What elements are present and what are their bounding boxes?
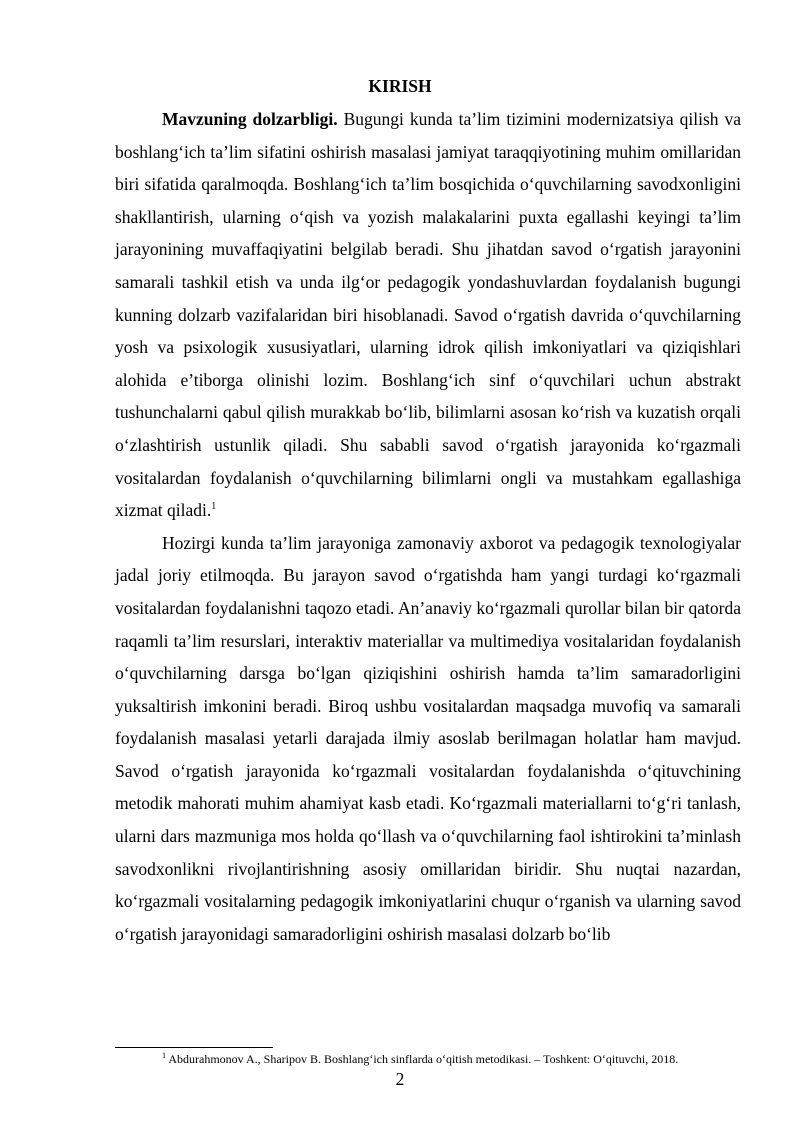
footnote-separator	[115, 1047, 273, 1048]
section-heading: KIRISH	[368, 76, 432, 96]
paragraph-relevance	[115, 103, 741, 527]
paragraph-lead: Mavzuning dolzarbligi.	[162, 109, 338, 129]
footnote-reference: 1	[211, 501, 217, 513]
paragraph-text: Hozirgi kunda ta’lim jarayoniga zamonaviy axborot va pedagogik texnologiyalar jadal joriy etilmoqda. Bu jarayon savod o‘rgatishda ham yangi turdagi ko‘rgazmali vositalardan foydalanishni taqozo etadi. An’anaviy ko‘rgazmali qurollar bilan bir qatorda raqamli ta’lim resurslari, interaktiv materiallar va multimediya vositalaridan foydalanish o‘quvchilarning darsga bo‘lgan qiziqishini oshirish hamda ta’lim samaradorligini yuksaltirish imkonini beradi. Biroq ushbu vositalardan maqsadga muvofiq va samarali foydalanish masalasi yetarli darajada ilmiy asoslab berilmagan holatlar ham mavjud. Savod o‘rgatish jarayonida ko‘rgazmali vositalardan foydalanishda o‘qituvchining metodik mahorati muhim ahamiyat kasb etadi. Ko‘rgazmali materiallarni to‘g‘ri tanlash, ularni dars mazmuniga mos holda qo‘llash va o‘quvchilarning faol ishtirokini ta’minlash savodxonlikni rivojlantirishning asosiy omillaridan biridir. Shu nuqtai nazardan, ko‘rgazmali vositalarning pedagogik imkoniyatlarini chuqur o‘rganish va ularning savod o‘rgatish jarayonidagi samaradorligini oshirish masalasi dolzarb bo‘lib	[115, 532, 741, 944]
footnote	[115, 1052, 741, 1067]
body-text	[115, 103, 741, 950]
page-number: 2	[395, 1069, 405, 1089]
paragraph-text: Bugungi kunda ta’lim tizimini modernizatsiya qilish va boshlang‘ich ta’lim sifatini oshirish masalasi jamiyat taraqqiyotining muhim omillaridan biri sifatida qaralmoqda. Boshlang‘ich ta’lim bosqichida o‘quvchilarning savodxonligini shakllantirish, ularning o‘qish va yozish malakalarini puxta egallashi keyingi ta’lim jarayonining muvaffaqiyatini belgilab beradi. Shu jihatdan savod o‘rgatish jarayonini samarali tashkil etish va unda ilg‘or pedagogik yondashuvlardan foydalanish bugungi kunning dolzarb vazifalaridan biri hisoblanadi. Savod o‘rgatish davrida o‘quvchilarning yosh va psixologik xususiyatlari, ularning idrok qilish imkoniyatlari va qiziqishlari alohida e’tiborga olinishi lozim. Boshlang‘ich sinf o‘quvchilari uchun abstrakt tushunchalarni qabul qilish murakkab bo‘lib, bilimlarni asosan ko‘rish va kuzatish orqali o‘zlashtirish ustunlik qiladi. Shu sababli savod o‘rgatish jarayonida ko‘rgazmali vositalardan foydalanish o‘quvchilarning bilimlarni ongli va mustahkam egallashiga xizmat qiladi.	[115, 109, 741, 521]
footnote-text: Abdurahmonov A., Sharipov B. Boshlang‘ich sinflarda o‘qitish metodikasi. – Toshkent: O‘qituvchi, 2018.	[166, 1052, 679, 1066]
footnote-number: 1	[162, 1051, 166, 1060]
paragraph-technology	[115, 527, 741, 951]
